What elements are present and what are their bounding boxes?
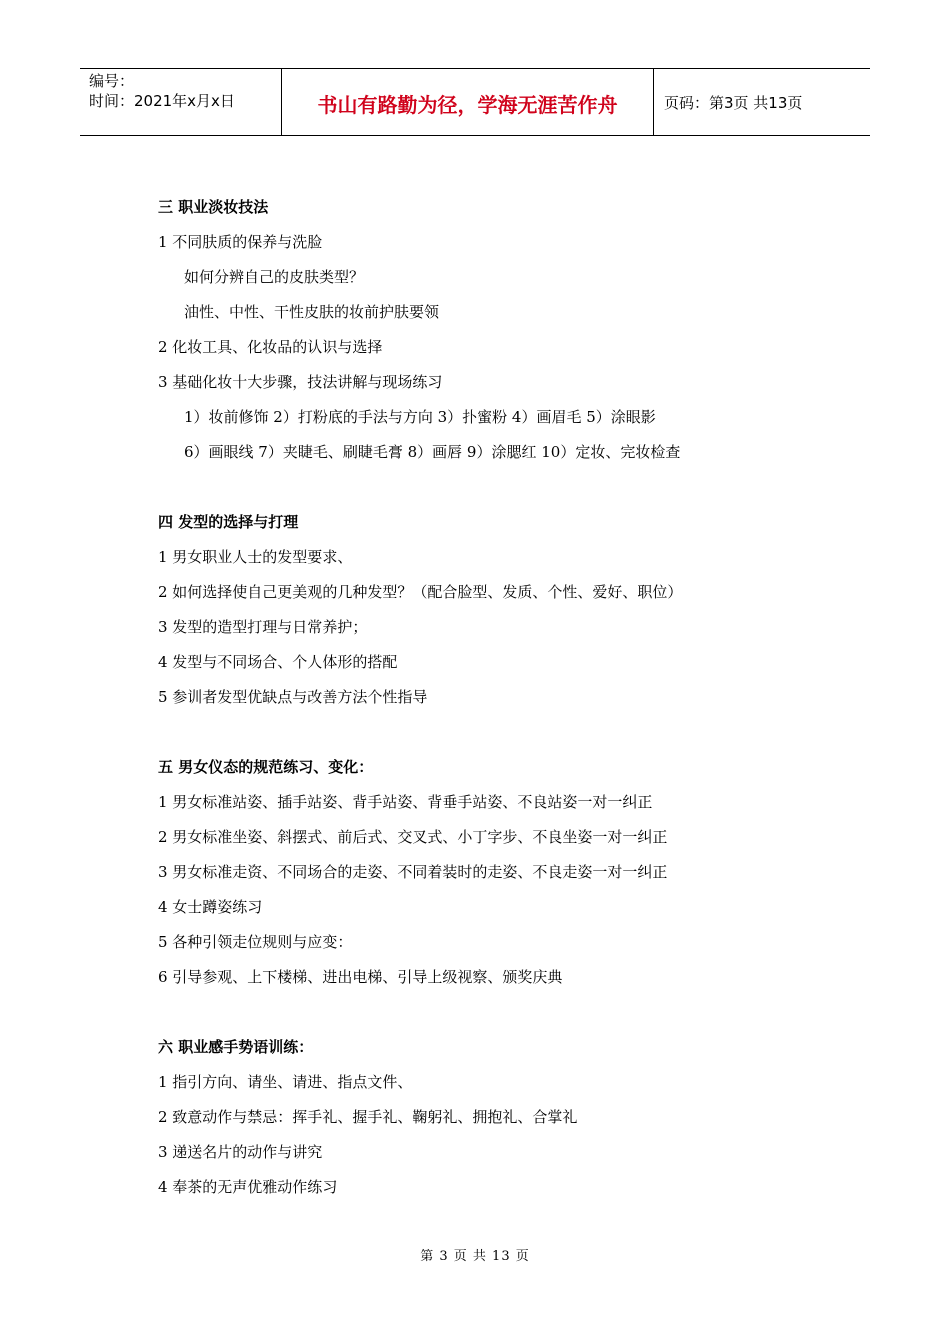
list-item: 2 男女标准坐姿、斜摆式、前后式、交叉式、小丁字步、不良坐姿一对一纠正 — [158, 828, 668, 846]
list-item: 油性、中性、干性皮肤的妆前护肤要领 — [184, 303, 440, 321]
section — [158, 505, 858, 715]
list-item: 2 致意动作与禁忌：挥手礼、握手礼、鞠躬礼、拥抱礼、合掌礼 — [158, 1108, 578, 1126]
document-date: 时间：2021年x月x日 — [89, 92, 235, 110]
list-item: 2 化妆工具、化妆品的认识与选择 — [158, 338, 383, 356]
section-heading: 四 发型的选择与打理 — [158, 513, 299, 531]
list-item: 1 不同肤质的保养与洗脸 — [158, 233, 323, 251]
list-item: 3 基础化妆十大步骤，技法讲解与现场练习 — [158, 373, 443, 391]
header-motto: 书山有路勤为径，学海无涯苦作舟 — [282, 69, 654, 135]
list-item: 2 如何选择使自己更美观的几种发型？（配合脸型、发质、个性、爱好、职位） — [158, 583, 683, 601]
list-item: 如何分辨自己的皮肤类型？ — [184, 268, 365, 286]
section — [158, 1030, 858, 1205]
list-item: 3 递送名片的动作与讲究 — [158, 1143, 323, 1161]
page-footer: 第 3 页 共 13 页 — [420, 1249, 530, 1264]
page-header — [80, 68, 870, 136]
list-item: 4 发型与不同场合、个人体形的搭配 — [158, 653, 398, 671]
list-item: 6）画眼线 7）夹睫毛、刷睫毛膏 8）画唇 9）涂腮红 10）定妆、完妆检查 — [184, 443, 681, 461]
list-item: 4 女士蹲姿练习 — [158, 898, 263, 916]
header-left-cell — [80, 69, 282, 135]
list-item: 1 男女标准站姿、插手站姿、背手站姿、背垂手站姿、不良站姿一对一纠正 — [158, 793, 653, 811]
list-item: 5 各种引领走位规则与应变： — [158, 933, 353, 951]
section — [158, 190, 858, 470]
section-heading: 三 职业淡妆技法 — [158, 198, 269, 216]
list-item: 3 发型的造型打理与日常养护； — [158, 618, 368, 636]
list-item: 3 男女标准走资、不同场合的走姿、不同着装时的走姿、不良走姿一对一纠正 — [158, 863, 668, 881]
list-item: 5 参训者发型优缺点与改善方法个性指导 — [158, 688, 428, 706]
list-item: 1 指引方向、请坐、请进、指点文件、 — [158, 1073, 413, 1091]
list-item: 1 男女职业人士的发型要求、 — [158, 548, 353, 566]
section — [158, 750, 858, 995]
list-item: 4 奉茶的无声优雅动作练习 — [158, 1178, 338, 1196]
document-number-label: 编号： — [89, 72, 135, 90]
header-page-info: 页码：第3页 共13页 — [664, 93, 803, 112]
section-heading: 五 男女仪态的规范练习、变化： — [158, 758, 374, 776]
list-item: 6 引导参观、上下楼梯、进出电梯、引导上级视察、颁奖庆典 — [158, 968, 563, 986]
document-body — [158, 190, 858, 1240]
list-item: 1）妆前修饰 2）打粉底的手法与方向 3）扑蜜粉 4）画眉毛 5）涂眼影 — [184, 408, 656, 426]
section-heading: 六 职业感手势语训练： — [158, 1038, 314, 1056]
